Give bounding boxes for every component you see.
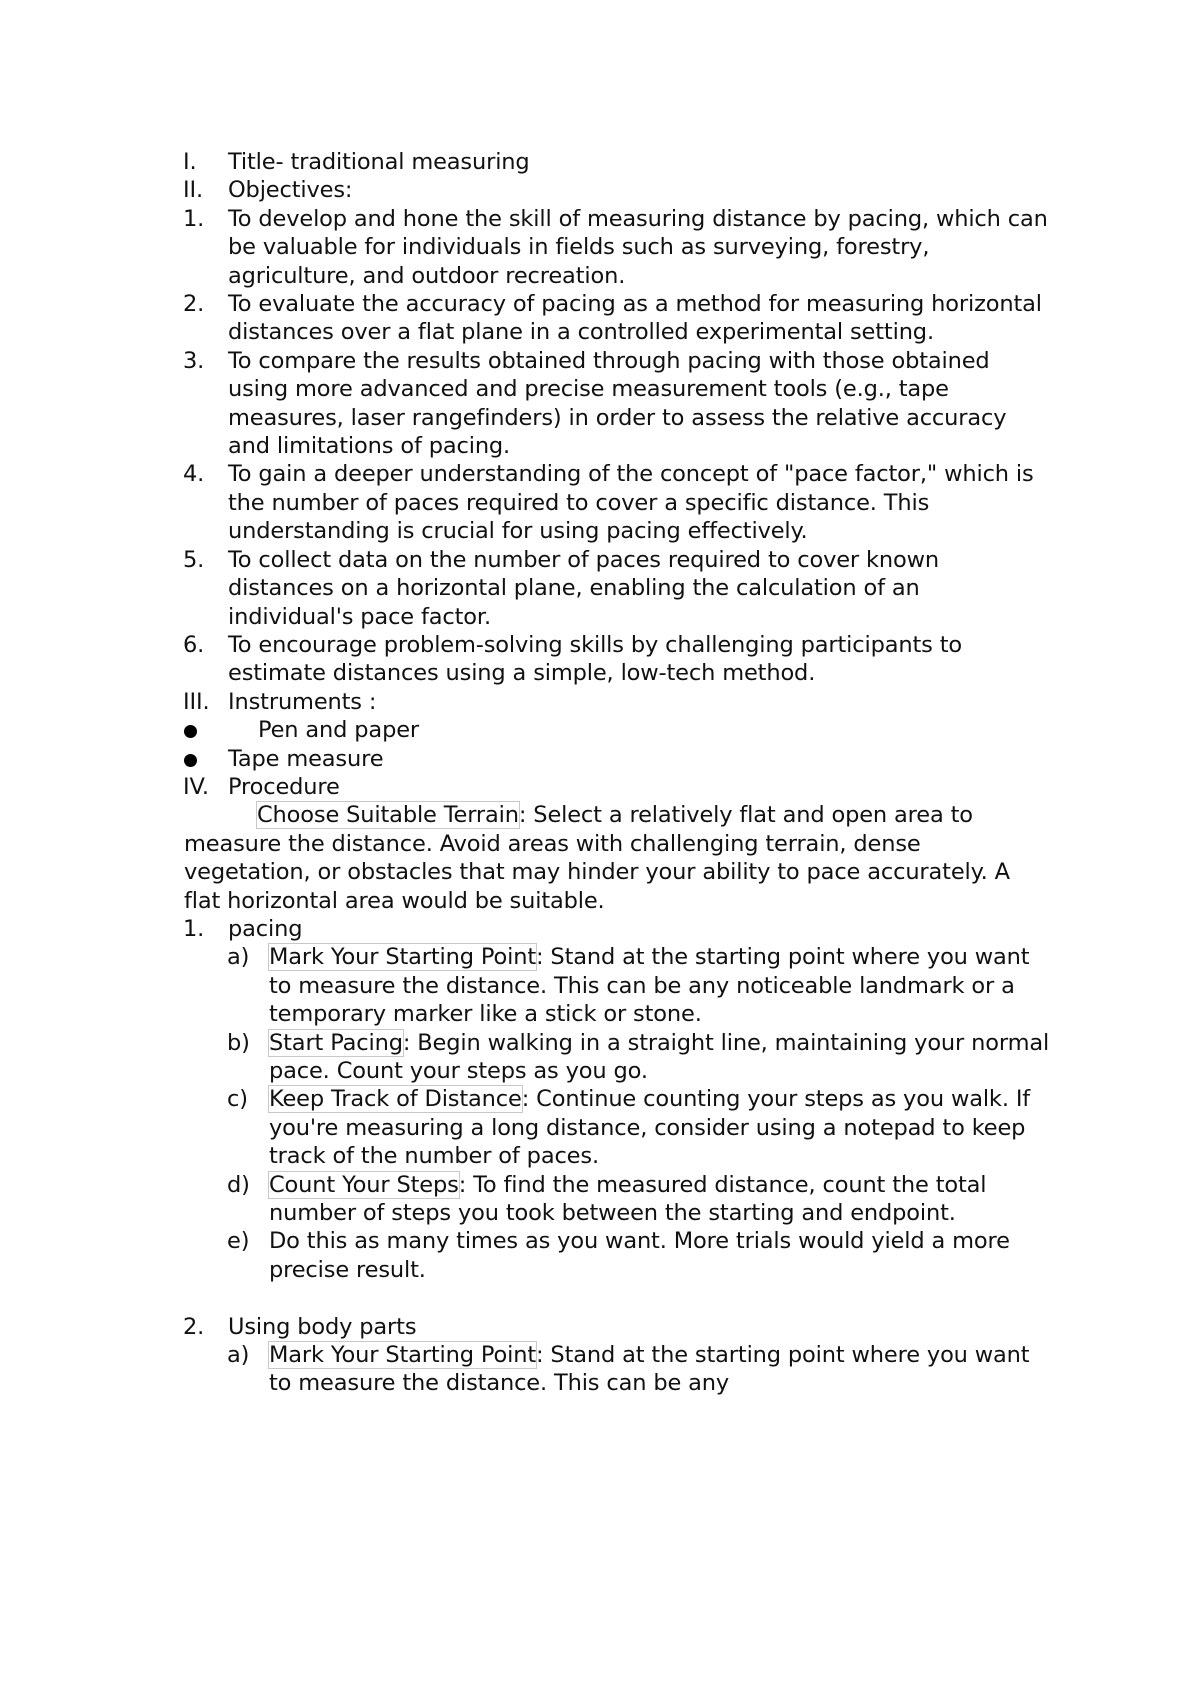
objective-text: To encourage problem-solving skills by challenging participants to estimate distances using a simple, low-tech method. xyxy=(228,631,962,687)
term-field[interactable]: Count Your Steps xyxy=(269,1171,459,1198)
objective-item xyxy=(0,290,1200,347)
step-marker: d) xyxy=(227,1171,250,1198)
bullet-text: Tape measure xyxy=(228,745,384,772)
list-marker: 4. xyxy=(183,461,205,488)
list-marker: 5. xyxy=(183,546,205,573)
list-marker: 6. xyxy=(183,631,205,658)
section-marker: II. xyxy=(183,177,203,204)
step-marker: c) xyxy=(227,1086,248,1113)
step-item xyxy=(0,1085,1200,1170)
objective-item xyxy=(0,205,1200,290)
objective-item xyxy=(0,631,1200,688)
bullet-text: Pen and paper xyxy=(258,717,419,744)
procedure-heading: Procedure xyxy=(228,773,340,800)
step-text: : Begin walking in a straight line, maintaining your normal pace. Count your steps as you go. xyxy=(269,1029,1050,1084)
method-title: pacing xyxy=(228,915,303,942)
step-item xyxy=(0,1029,1200,1086)
method-title: Using body parts xyxy=(228,1313,417,1340)
step-marker: e) xyxy=(227,1228,250,1255)
document-page xyxy=(0,148,1200,1398)
objective-text: To develop and hone the skill of measuring distance by pacing, which can be valuable for individuals in fields such as surveying, forestry, agriculture, and outdoor recreation. xyxy=(228,205,1048,289)
section-marker: IV. xyxy=(183,773,209,800)
step-item xyxy=(0,943,1200,1028)
objective-item xyxy=(0,460,1200,545)
list-marker: 2. xyxy=(183,291,205,318)
bullet-item xyxy=(0,745,1200,773)
step-text: : Stand at the starting point where you want to measure the distance. This can be any xyxy=(269,1342,1030,1397)
intro-text: : Select a relatively flat and open area to measure the distance. Avoid areas with challenging terrain, dense vegetation, or obstacles that may hinder your ability to pace accurately. A flat horizontal area would be suitable. xyxy=(184,802,1010,914)
section-title xyxy=(0,148,1200,176)
objectives-heading: Objectives: xyxy=(228,177,353,204)
section-marker: I. xyxy=(183,149,197,175)
objective-text: To gain a deeper understanding of the concept of "pace factor," which is the number of paces required to cover a specific distance. This understanding is crucial for using pacing effectively. xyxy=(228,461,1034,545)
section-objectives xyxy=(0,176,1200,204)
bullet-item xyxy=(0,716,1200,744)
objective-text: To compare the results obtained through pacing with those obtained using more advanced and precise measurement tools (e.g., tape measures, laser rangefinders) in order to assess the relative accuracy and limitations of pacing. xyxy=(228,347,1007,460)
step-marker: a) xyxy=(227,944,250,971)
list-marker: 1. xyxy=(183,915,205,942)
step-item xyxy=(0,1227,1200,1284)
instruments-heading: Instruments : xyxy=(228,688,377,715)
objective-item xyxy=(0,347,1200,461)
procedure-intro xyxy=(0,801,1200,915)
bullet-icon xyxy=(184,725,197,738)
step-marker: a) xyxy=(227,1342,250,1369)
step-text: : To find the measured distance, count the total number of steps you took between the starting and endpoint. xyxy=(269,1171,987,1227)
step-text: : Continue counting your steps as you walk. If you're measuring a long distance, consider using a notepad to keep track of the number of paces. xyxy=(269,1086,1031,1170)
list-marker: 1. xyxy=(183,205,205,232)
blank-line xyxy=(0,1284,1200,1312)
section-marker: III. xyxy=(183,688,210,715)
method-heading xyxy=(0,915,1200,943)
step-item xyxy=(0,1341,1200,1398)
step-marker: b) xyxy=(227,1029,250,1056)
term-field[interactable]: Keep Track of Distance xyxy=(269,1086,522,1113)
step-text: Do this as many times as you want. More trials would yield a more precise result. xyxy=(269,1228,1010,1283)
term-field[interactable]: Mark Your Starting Point xyxy=(269,944,536,971)
section-procedure xyxy=(0,773,1200,801)
list-marker: 2. xyxy=(183,1313,205,1340)
method-heading xyxy=(0,1313,1200,1341)
section-instruments xyxy=(0,688,1200,716)
step-item xyxy=(0,1171,1200,1228)
step-text: : Stand at the starting point where you want to measure the distance. This can be any noticeable landmark or a temporary marker like a stick or stone. xyxy=(269,944,1030,1028)
objective-text: To evaluate the accuracy of pacing as a method for measuring horizontal distances over a flat plane in a controlled experimental setting. xyxy=(228,291,1042,346)
list-marker: 3. xyxy=(183,347,205,374)
objective-item xyxy=(0,546,1200,631)
objective-text: To collect data on the number of paces required to cover known distances on a horizontal plane, enabling the calculation of an individual's pace factor. xyxy=(228,546,939,630)
term-field[interactable]: Start Pacing xyxy=(269,1029,403,1056)
term-field[interactable]: Choose Suitable Terrain xyxy=(257,802,519,829)
title-text: Title- traditional measuring xyxy=(228,149,530,175)
bullet-icon xyxy=(184,754,197,767)
term-field[interactable]: Mark Your Starting Point xyxy=(269,1342,536,1369)
